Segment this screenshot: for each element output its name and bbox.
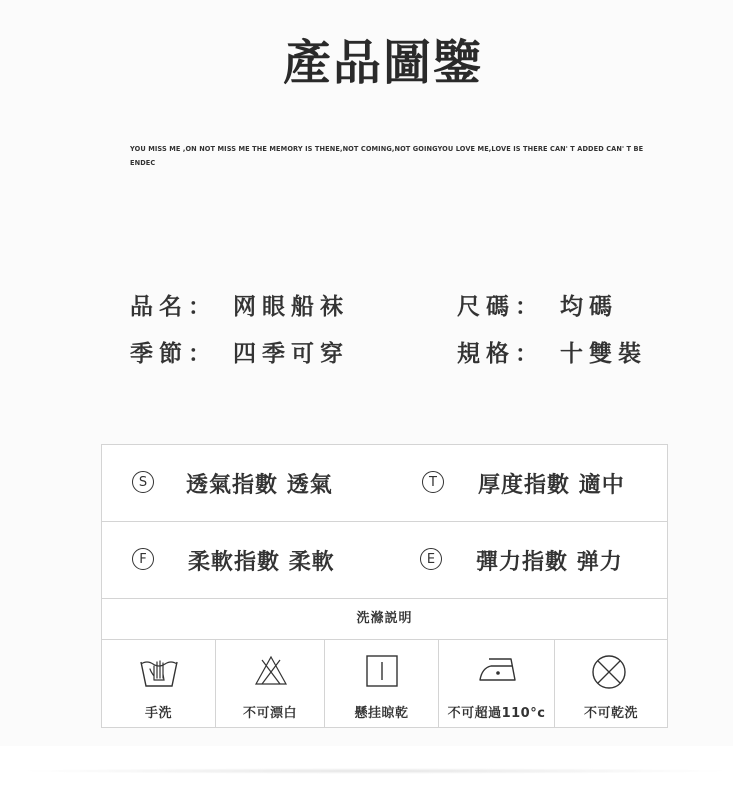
wash-item [439,640,555,727]
no-bleach-icon [253,654,289,686]
spec-size-label: 尺碼： [457,294,544,320]
letter-t-icon: T [422,471,444,493]
spec-size-value: 均碼 [560,294,618,320]
spec-name [130,288,349,321]
spec-name-label: 品名： [130,294,217,320]
spec-spec-value: 十雙裝 [560,341,647,367]
feature-cell [102,445,668,522]
wash-icons-cell [102,640,668,728]
feature-row [102,522,668,599]
spec-spec [457,335,647,368]
spec-size [457,288,618,321]
wash-item [555,640,667,727]
wash-label: 懸挂晾乾 [354,706,409,721]
wash-item [216,640,325,727]
wash-icons-row [102,640,668,728]
feature-breathability: 透氣指數 透氣 [186,473,333,498]
feature-cell [102,522,668,599]
feature-table [101,444,668,728]
wash-item [325,640,439,727]
spec-season-label: 季節： [130,341,217,367]
hand-wash-icon [139,654,179,690]
wash-label: 不可超過110°c [447,706,546,721]
page-shadow [15,768,735,774]
subtitle-text: YOU MISS ME ,ON NOT MISS ME THE MEMORY IS THENE,NOT COMING,NOT GOINGYOU LOVE ME,LOVE IS THERE CAN' T ADDED CAN' T BE ENDEC [130,145,644,167]
iron-icon [477,654,519,684]
spec-name-value: 网眼船袜 [233,294,349,320]
hang-dry-icon [365,654,399,688]
wash-title: 洗滌説明 [102,599,668,640]
wash-label: 不可漂白 [242,706,297,721]
page-title: 產品圖鑒 [282,35,483,91]
spec-spec-label: 規格： [457,341,544,367]
letter-e-icon: E [420,548,442,570]
no-dry-clean-icon [591,654,627,690]
wash-label: 不可乾洗 [583,706,638,721]
feature-elasticity: 彈力指數 弹力 [476,550,623,575]
feature-thickness: 厚度指數 適中 [478,473,625,498]
letter-f-icon: F [132,548,154,570]
spec-season-value: 四季可穿 [233,341,349,367]
wash-title-row [102,599,668,640]
letter-s-icon: S [132,471,154,493]
wash-item [102,640,216,727]
spec-season [130,335,349,368]
feature-softness: 柔軟指數 柔軟 [188,550,335,575]
wash-label: 手洗 [144,706,172,721]
feature-row [102,445,668,522]
